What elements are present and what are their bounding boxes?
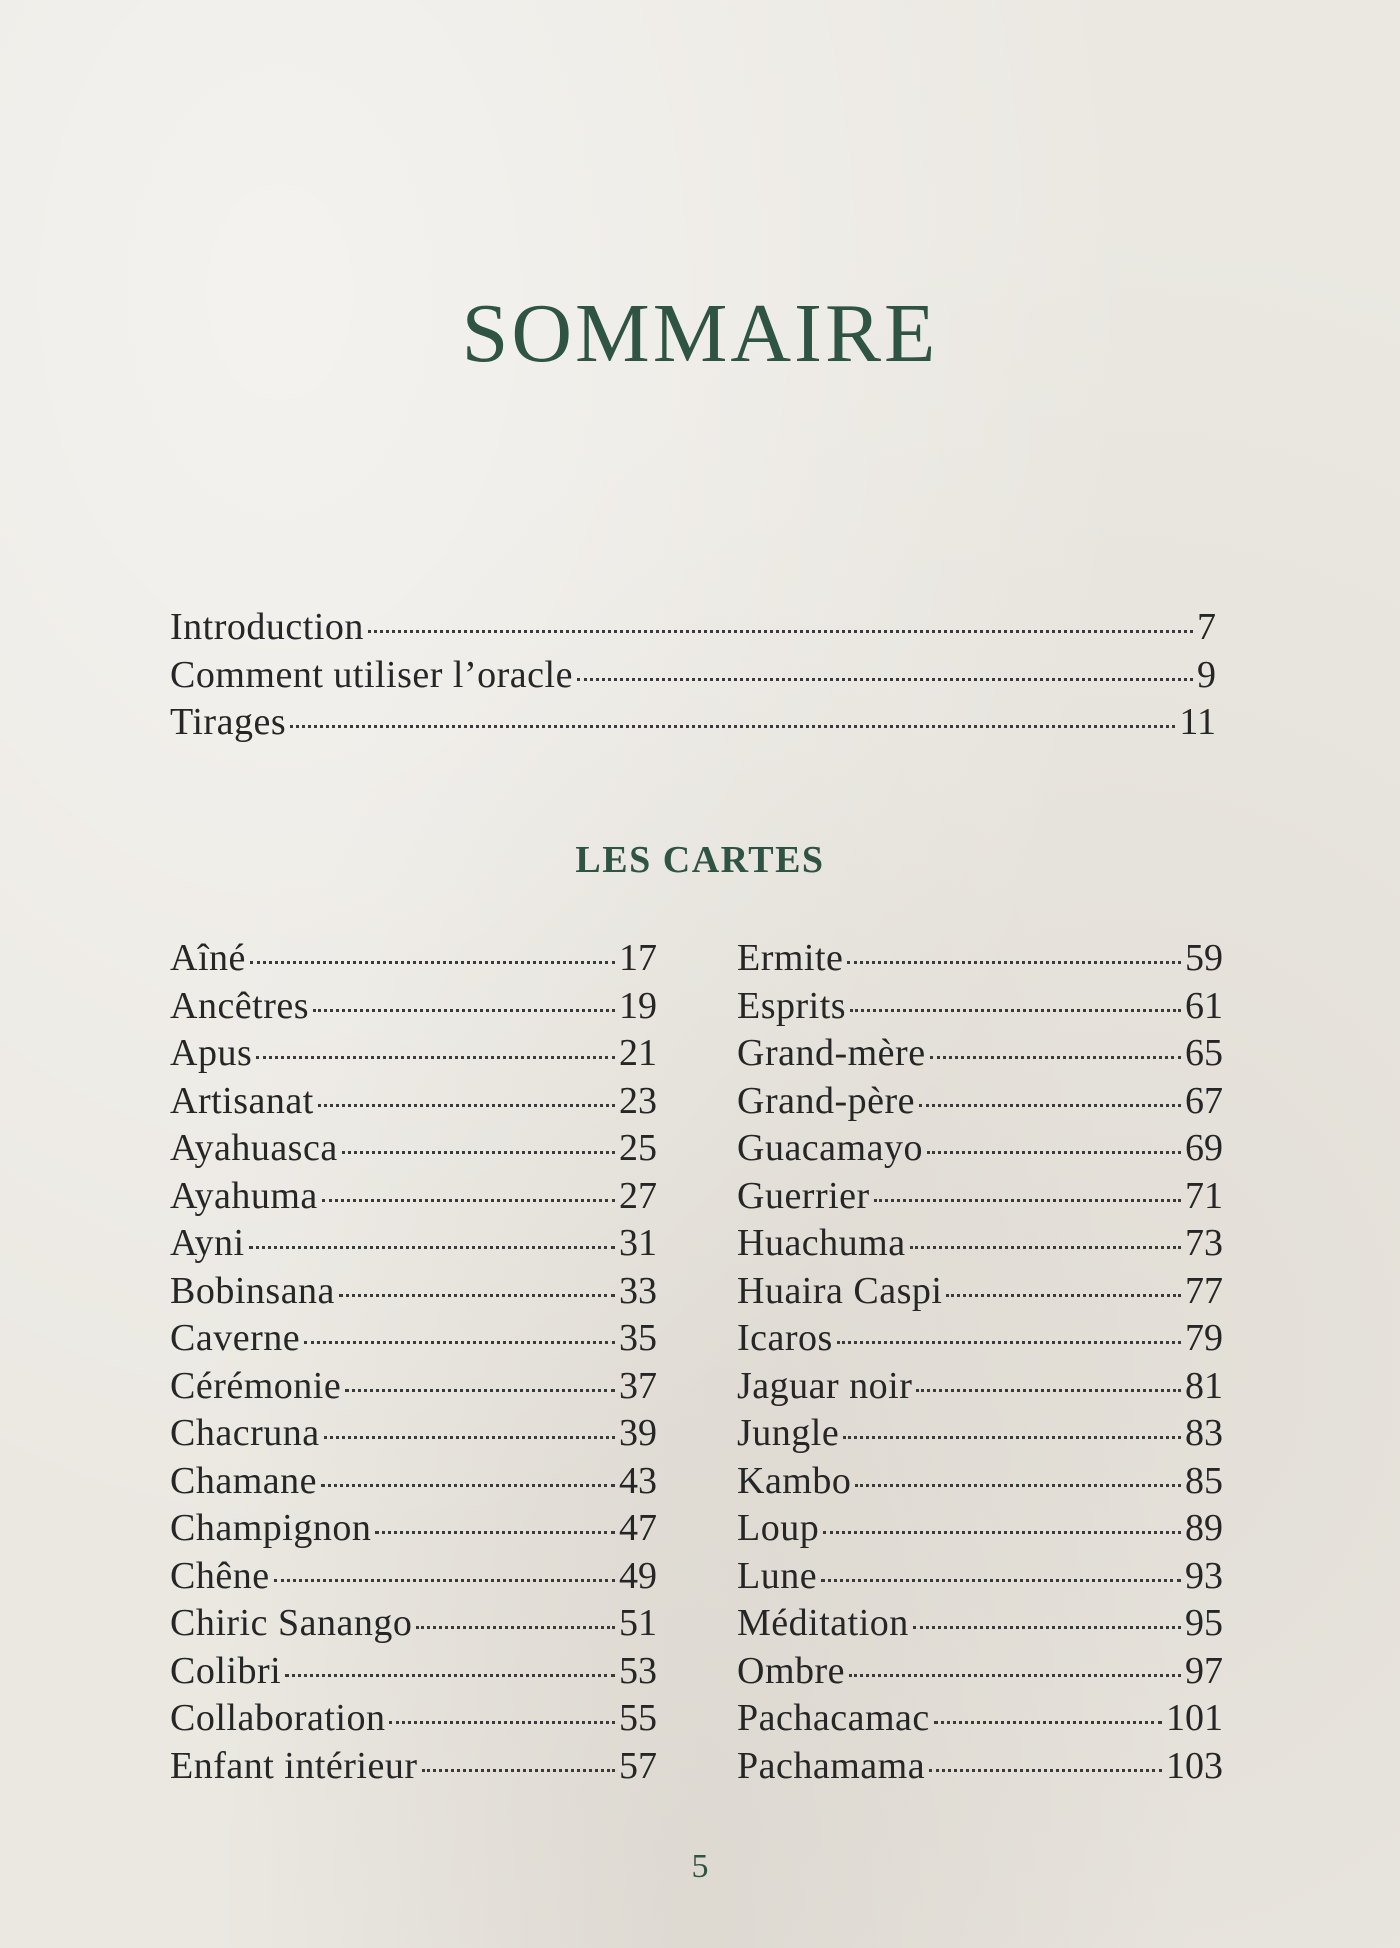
dot-leader: [874, 1197, 1181, 1202]
toc-entry-label: Grand-père: [737, 1079, 916, 1122]
toc-entry-page: 43: [619, 1459, 657, 1502]
toc-entry-label: Comment utiliser l’oracle: [170, 653, 573, 696]
toc-entry-label: Esprits: [737, 984, 847, 1027]
dot-leader: [913, 1624, 1181, 1629]
toc-entry-page: 37: [619, 1364, 657, 1407]
toc-entry-label: Jaguar noir: [737, 1364, 913, 1407]
dot-leader: [855, 1482, 1181, 1487]
toc-entry: [737, 1743, 1223, 1791]
toc-entry: [737, 1553, 1223, 1601]
dot-leader: [927, 1149, 1181, 1154]
toc-entry-page: 21: [619, 1032, 657, 1074]
toc-entry: [737, 983, 1223, 1031]
toc-entry: [170, 1458, 657, 1506]
dot-leader: [324, 1434, 615, 1439]
toc-entry-page: 59: [1185, 937, 1223, 979]
toc-entry-page: 71: [1185, 1174, 1223, 1217]
toc-entry: [737, 935, 1223, 983]
toc-entry-label: Chêne: [170, 1554, 270, 1597]
toc-entry: [170, 1315, 657, 1363]
page-title: SOMMAIRE: [461, 287, 939, 380]
toc-entry-page: 95: [1185, 1602, 1223, 1644]
toc-entry: [737, 1173, 1223, 1221]
dot-leader: [916, 1387, 1181, 1392]
dot-leader: [249, 1244, 615, 1249]
dot-leader: [375, 1529, 615, 1534]
cards-toc-left-column: [170, 935, 657, 1790]
dot-leader: [274, 1577, 615, 1582]
toc-entry: [170, 1220, 657, 1268]
toc-entry-label: Huachuma: [737, 1222, 906, 1264]
toc-entry: [737, 1125, 1223, 1173]
toc-entry-label: Guerrier: [737, 1174, 870, 1217]
toc-entry-label: Artisanat: [170, 1079, 314, 1122]
toc-entry-label: Pachamama: [737, 1744, 926, 1787]
toc-entry-label: Ermite: [737, 937, 844, 979]
toc-entry-page: 65: [1185, 1032, 1223, 1074]
toc-entry-page: 39: [619, 1412, 657, 1454]
toc-entry-page: 11: [1179, 701, 1216, 743]
toc-entry: [170, 1030, 657, 1078]
toc-entry-label: Jungle: [737, 1412, 840, 1454]
dot-leader: [850, 1007, 1181, 1012]
toc-entry-label: Apus: [170, 1032, 253, 1074]
toc-entry: [170, 604, 1216, 652]
dot-leader: [256, 1054, 615, 1059]
toc-entry-page: 53: [619, 1649, 657, 1692]
dot-leader: [934, 1719, 1162, 1724]
dot-leader: [321, 1482, 615, 1487]
intro-toc: [170, 604, 1216, 747]
toc-entry-label: Colibri: [170, 1649, 282, 1692]
toc-entry-page: 79: [1185, 1317, 1223, 1359]
toc-entry-label: Tirages: [170, 701, 287, 743]
toc-entry-page: 69: [1185, 1127, 1223, 1169]
toc-entry: [170, 1125, 657, 1173]
dot-leader: [843, 1434, 1181, 1439]
toc-entry-label: Kambo: [737, 1459, 852, 1502]
toc-entry: [170, 1078, 657, 1126]
toc-entry-label: Collaboration: [170, 1697, 386, 1739]
toc-entry-page: 85: [1185, 1459, 1223, 1502]
toc-entry: [737, 1695, 1223, 1743]
toc-entry-label: Chacruna: [170, 1412, 320, 1454]
toc-entry-page: 93: [1185, 1554, 1223, 1597]
toc-entry-label: Lune: [737, 1554, 818, 1597]
toc-entry-page: 103: [1166, 1744, 1223, 1787]
dot-leader: [416, 1624, 615, 1629]
toc-entry-label: Guacamayo: [737, 1127, 923, 1169]
toc-entry-label: Chamane: [170, 1459, 318, 1502]
dot-leader: [285, 1672, 615, 1677]
toc-entry-page: 17: [619, 937, 657, 979]
toc-entry-page: 31: [619, 1222, 657, 1264]
dot-leader: [837, 1339, 1181, 1344]
toc-entry: [170, 1695, 657, 1743]
toc-entry-label: Ayahuasca: [170, 1127, 338, 1169]
toc-entry: [170, 1743, 657, 1791]
cards-toc-right-column: [737, 935, 1223, 1790]
toc-entry-page: 81: [1185, 1364, 1223, 1407]
toc-entry: [737, 1268, 1223, 1316]
dot-leader: [847, 959, 1181, 964]
toc-entry: [170, 1553, 657, 1601]
toc-entry-page: 89: [1185, 1507, 1223, 1549]
toc-entry: [170, 1505, 657, 1553]
toc-entry-label: Grand-mère: [737, 1032, 926, 1074]
toc-entry-page: 27: [619, 1174, 657, 1217]
toc-entry-label: Icaros: [737, 1317, 833, 1359]
toc-entry-label: Ayahuma: [170, 1174, 318, 1217]
section-heading: LES CARTES: [575, 839, 825, 881]
toc-entry: [170, 983, 657, 1031]
toc-entry: [737, 1505, 1223, 1553]
toc-entry: [737, 1410, 1223, 1458]
toc-entry-page: 51: [619, 1602, 657, 1644]
dot-leader: [910, 1244, 1181, 1249]
toc-entry: [170, 1410, 657, 1458]
toc-entry: [170, 1268, 657, 1316]
toc-entry-page: 97: [1185, 1649, 1223, 1692]
toc-entry-label: Champignon: [170, 1507, 372, 1549]
toc-entry: [737, 1030, 1223, 1078]
toc-entry-page: 35: [619, 1317, 657, 1359]
toc-entry-page: 7: [1197, 606, 1216, 648]
dot-leader: [946, 1292, 1181, 1297]
dot-leader: [322, 1197, 615, 1202]
dot-leader: [313, 1007, 615, 1012]
toc-entry-page: 25: [619, 1127, 657, 1169]
toc-entry-page: 67: [1185, 1079, 1223, 1122]
dot-leader: [304, 1339, 615, 1344]
toc-entry: [737, 1458, 1223, 1506]
toc-entry-label: Ancêtres: [170, 984, 310, 1027]
toc-entry: [170, 652, 1216, 700]
dot-leader: [577, 676, 1193, 681]
dot-leader: [929, 1767, 1162, 1772]
dot-leader: [250, 959, 615, 964]
toc-entry: [737, 1363, 1223, 1411]
dot-leader: [318, 1102, 615, 1107]
toc-entry-page: 77: [1185, 1269, 1223, 1312]
toc-entry: [170, 1600, 657, 1648]
toc-entry: [170, 1363, 657, 1411]
dot-leader: [345, 1387, 615, 1392]
toc-entry: [170, 935, 657, 983]
dot-leader: [290, 723, 1175, 728]
toc-entry-page: 23: [619, 1079, 657, 1122]
toc-entry-page: 83: [1185, 1412, 1223, 1454]
toc-entry: [170, 699, 1216, 747]
toc-entry-page: 47: [619, 1507, 657, 1549]
dot-leader: [368, 628, 1193, 633]
dot-leader: [342, 1149, 615, 1154]
toc-entry: [737, 1648, 1223, 1696]
page-number: 5: [691, 1848, 709, 1885]
dot-leader: [919, 1102, 1181, 1107]
dot-leader: [422, 1767, 615, 1772]
toc-entry: [170, 1173, 657, 1221]
toc-entry-label: Pachacamac: [737, 1697, 930, 1739]
toc-entry-page: 61: [1185, 984, 1223, 1027]
toc-entry-label: Loup: [737, 1507, 820, 1549]
toc-entry-label: Enfant intérieur: [170, 1744, 418, 1787]
toc-entry-label: Cérémonie: [170, 1364, 342, 1407]
toc-entry-label: Ombre: [737, 1649, 846, 1692]
toc-entry-page: 55: [619, 1697, 657, 1739]
toc-entry-label: Bobinsana: [170, 1269, 335, 1312]
dot-leader: [389, 1719, 615, 1724]
toc-entry-label: Introduction: [170, 606, 364, 648]
toc-entry-page: 33: [619, 1269, 657, 1312]
toc-entry: [737, 1220, 1223, 1268]
dot-leader: [823, 1529, 1181, 1534]
toc-entry-page: 101: [1166, 1697, 1223, 1739]
toc-entry-label: Méditation: [737, 1602, 909, 1644]
toc-entry-label: Huaira Caspi: [737, 1269, 943, 1312]
toc-entry-label: Caverne: [170, 1317, 301, 1359]
toc-entry-page: 49: [619, 1554, 657, 1597]
toc-entry-label: Chiric Sanango: [170, 1602, 413, 1644]
dot-leader: [849, 1672, 1181, 1677]
toc-entry-label: Aîné: [170, 937, 246, 979]
toc-entry-page: 19: [619, 984, 657, 1027]
dot-leader: [821, 1577, 1181, 1582]
dot-leader: [339, 1292, 615, 1297]
toc-entry: [170, 1648, 657, 1696]
toc-entry-page: 9: [1197, 653, 1216, 696]
toc-entry: [737, 1600, 1223, 1648]
toc-entry-page: 57: [619, 1744, 657, 1787]
toc-entry-page: 73: [1185, 1222, 1223, 1264]
toc-entry-label: Ayni: [170, 1222, 245, 1264]
dot-leader: [930, 1054, 1181, 1059]
toc-entry: [737, 1078, 1223, 1126]
toc-entry: [737, 1315, 1223, 1363]
